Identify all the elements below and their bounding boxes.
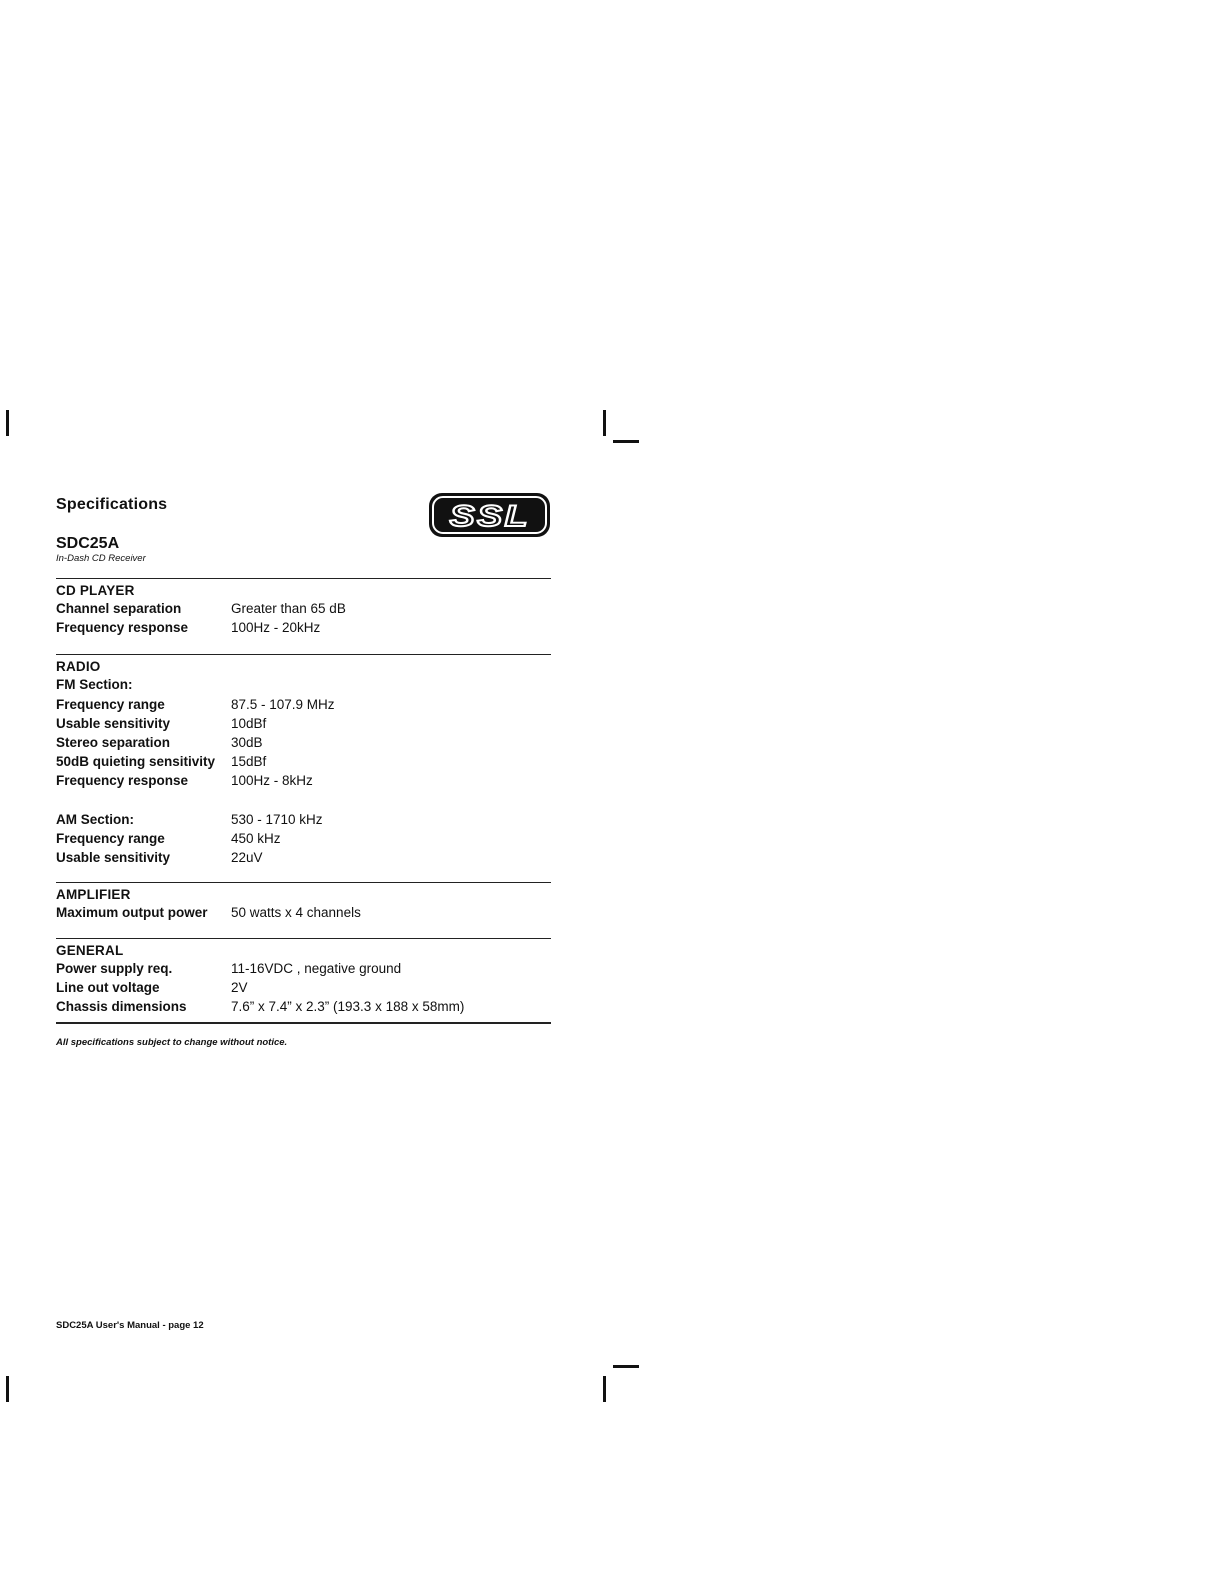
spec-label: Usable sensitivity: [56, 715, 171, 731]
section-heading: AMPLIFIER: [56, 887, 131, 903]
spec-value: 530 - 1710 kHz: [231, 811, 323, 827]
spec-row: [56, 714, 551, 733]
spec-value: 11-16VDC , negative ground: [231, 960, 402, 976]
section-heading: CD PLAYER: [56, 583, 135, 598]
logo-text: SSL: [449, 499, 531, 534]
spec-label: 50dB quieting sensitivity: [56, 754, 216, 770]
fm-section-label: FM Section:: [56, 677, 133, 693]
spec-row: [56, 695, 551, 714]
spec-sheet: [56, 492, 551, 1048]
spec-value: 15dBf: [231, 754, 267, 770]
spec-subheading: [56, 675, 551, 694]
spacer: [56, 791, 551, 810]
spec-label: Frequency response: [56, 620, 189, 636]
spec-row: [56, 959, 551, 978]
section-amplifier: [56, 882, 551, 922]
crop-mark: [613, 440, 639, 443]
model-name: SDC25A: [56, 535, 120, 552]
spec-label: Chassis dimensions: [56, 999, 187, 1015]
spec-row: [56, 618, 551, 637]
spec-row: [56, 848, 551, 867]
spec-row: [56, 771, 551, 790]
crop-mark: [6, 410, 9, 436]
spec-row: [56, 903, 551, 922]
crop-mark: [603, 1376, 606, 1402]
spec-label: Power supply req.: [56, 960, 173, 976]
model-subtitle: In-Dash CD Receiver: [56, 553, 146, 564]
spec-value: 30dB: [231, 735, 263, 751]
spec-value: 50 watts x 4 channels: [231, 905, 361, 921]
page-title: Specifications: [56, 496, 168, 513]
disclaimer-notice: All specifications subject to change without notice.: [56, 1037, 288, 1049]
section-heading: RADIO: [56, 659, 101, 675]
spec-row: [56, 599, 551, 618]
spec-label: Stereo separation: [56, 735, 171, 751]
spec-label: Frequency range: [56, 696, 165, 712]
page-footer: SDC25A User's Manual - page 12: [56, 1320, 204, 1331]
spec-value: 100Hz - 20kHz: [231, 620, 321, 636]
spec-label: Line out voltage: [56, 979, 160, 995]
spec-row: [56, 810, 551, 829]
spec-row: [56, 978, 551, 997]
spec-row: [56, 752, 551, 771]
section-general: [56, 938, 551, 1017]
spec-value: 22uV: [231, 850, 263, 866]
section-radio: [56, 654, 551, 867]
spec-row: [56, 997, 551, 1016]
crop-mark: [613, 1365, 639, 1368]
spec-label: Frequency range: [56, 831, 165, 847]
crop-mark: [6, 1376, 9, 1402]
spec-label: Maximum output power: [56, 905, 208, 921]
divider: [56, 1022, 551, 1024]
spec-label: Usable sensitivity: [56, 850, 171, 866]
crop-mark: [603, 410, 606, 436]
spec-value: Greater than 65 dB: [231, 601, 346, 616]
spec-value: 7.6” x 7.4” x 2.3” (193.3 x 188 x 58mm): [231, 999, 465, 1015]
section-cd-player: [56, 578, 551, 637]
spec-label: Channel separation: [56, 601, 182, 616]
spec-value: 2V: [231, 979, 248, 995]
section-heading: GENERAL: [56, 942, 124, 958]
spec-value: 100Hz - 8kHz: [231, 773, 313, 789]
ssl-logo: [428, 492, 551, 538]
spec-value: 87.5 - 107.9 MHz: [231, 696, 335, 712]
spec-value: 10dBf: [231, 715, 267, 731]
spec-row: [56, 733, 551, 752]
spec-row: [56, 829, 551, 848]
spec-label: Frequency response: [56, 773, 189, 789]
spec-value: 450 kHz: [231, 831, 281, 847]
spec-label: AM Section:: [56, 811, 135, 827]
